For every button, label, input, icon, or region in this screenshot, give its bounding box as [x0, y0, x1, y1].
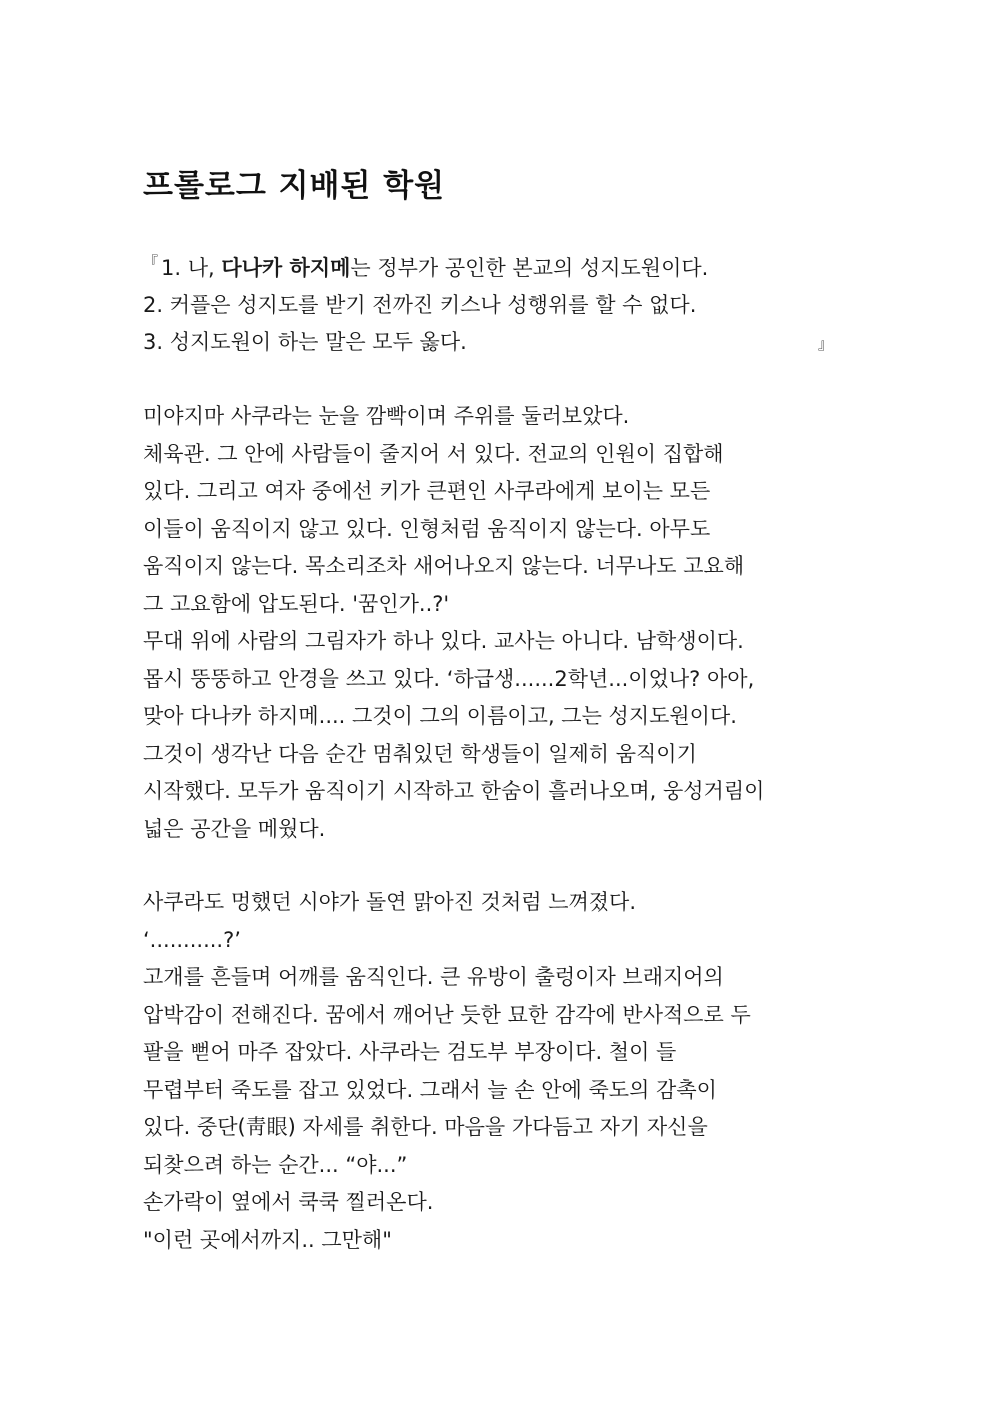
paragraph-line: 미야지마 사쿠라는 눈을 깜빡이며 주위를 둘러보았다.: [143, 404, 630, 428]
paragraph-line: 무렵부터 죽도를 잡고 있었다. 그래서 늘 손 안에 죽도의 감촉이: [143, 1077, 717, 1102]
paragraph-line: 몹시 뚱뚱하고 안경을 쓰고 있다. ‘하급생......2학년...이었나? 아아,: [143, 666, 755, 691]
rule-item-1: [143, 250, 843, 287]
rule-2-text: 2. 커플은 성지도를 받기 전까진 키스나 성행위를 할 수 없다.: [143, 293, 697, 317]
paragraph-line: 맞아 다나카 하지메.... 그것이 그의 이름이고, 그는 성지도원이다.: [143, 704, 737, 728]
paragraph-line: 고개를 흔들며 어깨를 움직인다. 큰 유방이 출렁이자 브래지어의: [143, 965, 724, 989]
rules-block: [143, 250, 843, 361]
paragraph-line: 팔을 뻗어 마주 잡았다. 사쿠라는 검도부 부장이다. 철이 들: [143, 1040, 677, 1064]
paragraph-line: 넓은 공간을 메웠다.: [143, 816, 326, 841]
paragraph-line: 손가락이 옆에서 쿡쿡 찔러온다.: [143, 1190, 434, 1214]
paragraph-2: [143, 884, 853, 1259]
paragraph-line: 시작했다. 모두가 움직이기 시작하고 한숨이 흘러나오며, 웅성거림이: [143, 779, 765, 803]
rule-item-2: [143, 287, 843, 324]
rule-1-rest: 는 정부가 공인한 본교의 성지도원이다.: [350, 256, 709, 280]
paragraph-line: 이들이 움직이지 않고 있다. 인형처럼 움직이지 않는다. 아무도: [143, 516, 711, 541]
close-bracket: 』: [818, 335, 834, 353]
paragraph-line: 그 고요함에 압도된다. '꿈인가..?': [143, 591, 450, 616]
chapter-title: 프롤로그 지배된 학원: [143, 168, 446, 204]
paragraph-line: ‘...........?’: [143, 927, 241, 952]
paragraph-line: 되찾으려 하는 순간... “야...”: [143, 1152, 408, 1177]
paragraph-line: 체육관. 그 안에 사람들이 줄지어 서 있다. 전교의 인원이 집합해: [143, 441, 724, 466]
paragraph-line: 무대 위에 사람의 그림자가 하나 있다. 교사는 아니다. 남학생이다.: [143, 629, 744, 653]
paragraph-line: 사쿠라도 멍했던 시야가 돌연 맑아진 것처럼 느껴졌다.: [143, 890, 637, 914]
rule-item-3: [143, 324, 843, 361]
paragraph-1: [143, 398, 853, 848]
rule-1-prefix: 1. 나,: [161, 256, 222, 280]
paragraph-line: "이런 곳에서까지.. 그만해": [143, 1227, 392, 1252]
paragraph-line: 움직이지 않는다. 목소리조차 새어나오지 않는다. 너무나도 고요해: [143, 554, 745, 578]
rule-3-text: 3. 성지도원이 하는 말은 모두 옳다.: [143, 330, 467, 354]
paragraph-line: 그것이 생각난 다음 순간 멈춰있던 학생들이 일제히 움직이기: [143, 741, 697, 766]
open-bracket: 『: [143, 253, 159, 271]
rule-1-bold-name: 다나카 하지메: [221, 256, 351, 280]
paragraph-line: 있다. 그리고 여자 중에선 키가 큰편인 사쿠라에게 보이는 모든: [143, 479, 711, 503]
paragraph-line: 있다. 중단(靑眼) 자세를 취한다. 마음을 가다듬고 자기 자신을: [143, 1115, 708, 1139]
paragraph-line: 압박감이 전해진다. 꿈에서 깨어난 듯한 묘한 감각에 반사적으로 두: [143, 1002, 751, 1027]
